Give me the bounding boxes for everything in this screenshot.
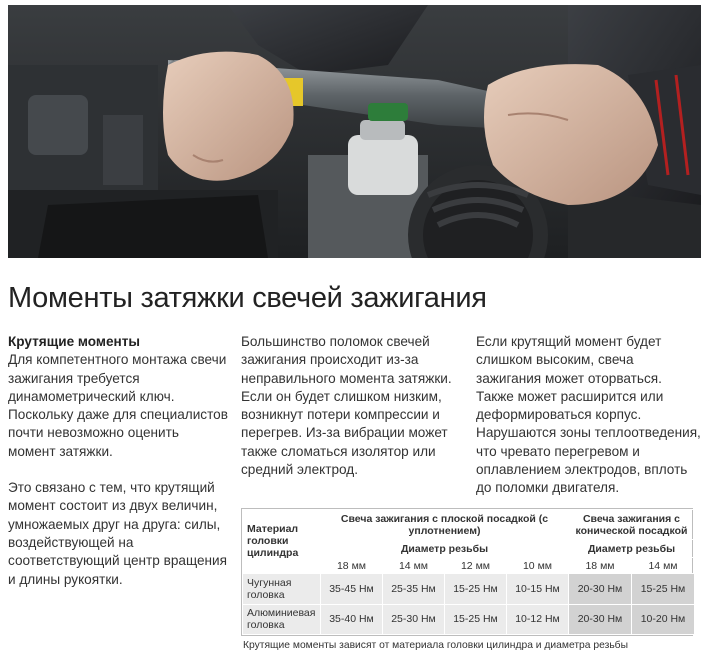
cone-size-header: 14 мм xyxy=(632,558,695,574)
paragraph-3: Большинство поломок свечей зажигания происходит из-за неправильного момента затяжки. Если он будет слишком низким, возникнут потери компрессии и перегрев. Из-за вибрации может также сломаться изолятор или средний электрод. xyxy=(241,334,452,478)
flat-size-header: 10 мм xyxy=(507,558,569,574)
cone-seat-group-header: Свеча зажигания с конической посадкой xyxy=(569,510,695,540)
torque-table-grid xyxy=(242,509,695,635)
text-column-1 xyxy=(8,333,230,589)
material-cell: Чугунная головка xyxy=(243,574,321,605)
section-heading: Крутящие моменты xyxy=(8,334,140,349)
paragraph-1: Для компетентного монтажа свечи зажигания требуется динамометрический ключ. Поскольку даже для специалистов почти невозможно оценить момент затяжки. xyxy=(8,352,228,459)
flat-diameter-header: Диаметр резьбы xyxy=(321,540,569,558)
material-header: Материал головки цилиндра xyxy=(243,510,321,574)
torque-cell: 15-25 Нм xyxy=(445,604,507,635)
table-row xyxy=(243,604,695,635)
paragraph-2: Это связано с тем, что крутящий момент состоит из двух величин, умножаемых друг на друга: силы, воздействующей на соответствующий центр вращения и длины рукоятки. xyxy=(8,480,227,587)
torque-cell: 10-12 Нм xyxy=(507,604,569,635)
paragraph-4: Если крутящий момент будет слишком высоким, свеча зажигания может оторваться. Также может расширится или деформироваться корпус. Нарушаются зоны теплоотведения, что чревато перегревом и оплавлением электродов, вплоть до поломки двигателя. xyxy=(476,334,701,496)
torque-wrench-photo xyxy=(8,5,701,258)
torque-cell: 10-20 Нм xyxy=(632,604,695,635)
flat-seat-group-header: Свеча зажигания с плоской посадкой (с уплотнением) xyxy=(321,510,569,540)
table-caption: Крутящие моменты зависят от материала головки цилиндра и диаметра резьбы xyxy=(243,640,628,651)
torque-table xyxy=(241,508,693,636)
torque-cell: 10-15 Нм xyxy=(507,574,569,605)
page-title: Моменты затяжки свечей зажигания xyxy=(8,282,487,314)
torque-cell: 15-25 Нм xyxy=(445,574,507,605)
torque-cell: 35-45 Нм xyxy=(321,574,383,605)
text-column-2 xyxy=(241,333,466,479)
torque-cell: 15-25 Нм xyxy=(632,574,695,605)
table-row xyxy=(243,574,695,605)
torque-cell: 35-40 Нм xyxy=(321,604,383,635)
cone-size-header: 18 мм xyxy=(569,558,632,574)
flat-size-header: 18 мм xyxy=(321,558,383,574)
torque-cell: 20-30 Нм xyxy=(569,604,632,635)
torque-cell: 25-30 Нм xyxy=(383,604,445,635)
engine-photo-illustration xyxy=(8,5,701,258)
cone-diameter-header: Диаметр резьбы xyxy=(569,540,695,558)
torque-cell: 25-35 Нм xyxy=(383,574,445,605)
material-cell: Алюминиевая головка xyxy=(243,604,321,635)
torque-cell: 20-30 Нм xyxy=(569,574,632,605)
flat-size-header: 12 мм xyxy=(445,558,507,574)
flat-size-header: 14 мм xyxy=(383,558,445,574)
text-column-3 xyxy=(476,333,701,498)
